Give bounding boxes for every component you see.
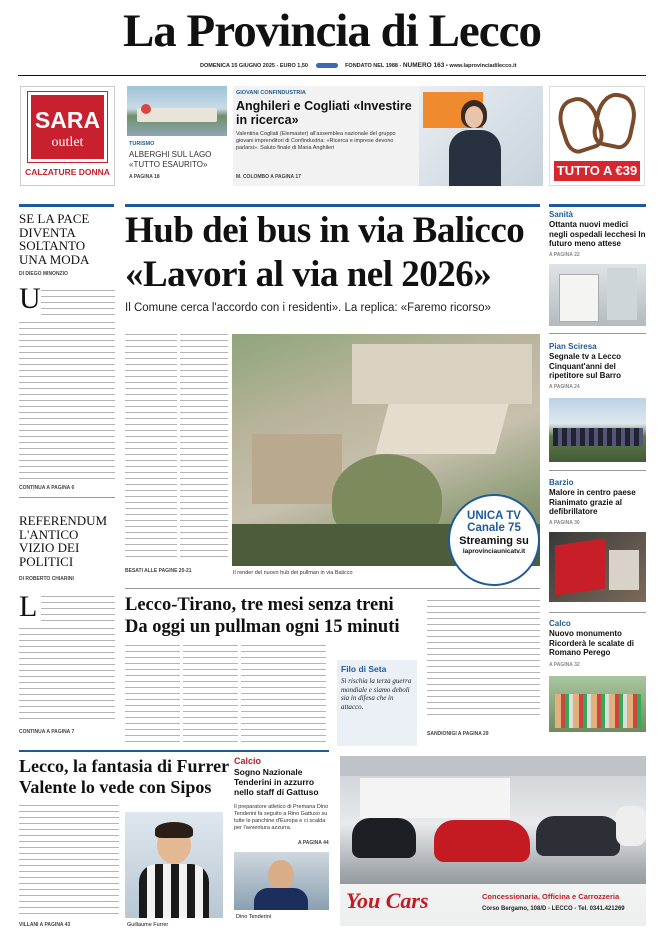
unica-tv-badge[interactable] (448, 494, 540, 586)
sidebar-s1-title[interactable]: Ottanta nuovi medici negli ospedali lecchesi In futuro meno attese (549, 220, 646, 249)
main-subhead: Il Comune cerca l'accordo con i residenti». La replica: «Faremo ricorso» (125, 302, 491, 314)
turismo-page: A PAGINA 18 (129, 174, 160, 180)
sandal-right (590, 89, 641, 151)
sidebar-s4-label: Calco (549, 619, 571, 628)
sidebar-s2-title[interactable]: Segnale tv a Lecco Cinquant'anni del ripetitore sul Barro (549, 352, 622, 381)
giovani-teaser[interactable] (233, 86, 543, 186)
sara-tag: CALZATURE DONNA (25, 167, 110, 177)
you-cars-address: Corso Bergamo, 108/D - LECCO - Tel. 0341.421269 (482, 906, 625, 912)
second-body-col1 (125, 645, 180, 745)
sidebar-s4-photo (549, 676, 646, 732)
second-body-col2 (183, 645, 238, 745)
main-headline-1[interactable]: Hub dei bus in via Balicco (125, 210, 525, 251)
masthead-info-bar: DOMENICA 15 GIUGNO 2025 - EURO 1,50 FONDATO NEL 1988 - NUMERO 163 • www.laprovinciadilecco.it (200, 62, 517, 69)
giovani-title: Anghileri e Cogliati «Investire in ricerca» (236, 99, 412, 127)
main-body-col1 (125, 334, 177, 562)
filo-title: Filo di Seta (341, 664, 387, 674)
sara-outlet-text: outlet (51, 135, 84, 150)
calcio-title[interactable]: Sogno Nazionale Tenderini in azzurro nello staff di Gattuso (234, 767, 319, 797)
sidebar-s3-label: Barzio (549, 478, 574, 487)
sandals-ad[interactable] (549, 86, 645, 186)
sidebar-s4-page: A PAGINA 32 (549, 662, 580, 668)
editorial2-more[interactable]: CONTINUA A PAGINA 7 (19, 729, 75, 735)
tv-badge-line2: Canale 75 (467, 522, 521, 534)
giovani-text: Valentina Cogliati (Elemaster) all'assemblea nazionale del gruppo giovani imprenditori di Confindustria: «Ricerca e imprese devono parlarsi». Saluto finale di Maria Anghileri (236, 131, 396, 151)
editorial2-dropcap: L (19, 590, 38, 623)
calcio-label: Calcio (234, 756, 262, 766)
car-grey (536, 816, 620, 856)
second-body-col3 (241, 645, 326, 745)
editorial1-more[interactable]: CONTINUA A PAGINA 6 (19, 485, 75, 491)
giovani-page: M. COLOMBO A PAGINA 17 (236, 174, 301, 180)
hub-photo-caption: Il render del nuovo hub dei pullman in via Balicco (233, 570, 353, 576)
editorial2-body-2 (19, 628, 115, 724)
calcio-page: A PAGINA 44 (298, 840, 329, 846)
you-cars-services: Concessionaria, Officina e Carrozzeria (482, 892, 620, 901)
sara-outlet-ad[interactable] (20, 86, 115, 186)
second-headline-2[interactable]: Da oggi un pullman ogni 15 minuti (125, 617, 400, 637)
editorial2-title[interactable]: REFERENDUM L'ANTICO VIZIO DEI POLITICI (19, 513, 108, 569)
sidebar-s2-photo (549, 398, 646, 462)
sidebar-s1-page: A PAGINA 22 (549, 252, 580, 258)
tv-badge-line1: UNICA TV (467, 510, 521, 522)
turismo-label: TURISMO (129, 141, 155, 147)
car-black (352, 818, 416, 858)
sidebar-s2-page: A PAGINA 24 (549, 384, 580, 390)
editorial1-body-2 (19, 322, 115, 480)
second-body-col4 (427, 600, 540, 720)
editorial1-dropcap: U (19, 282, 41, 315)
editorial1-title[interactable]: SE LA PACE DIVENTA SOLTANTO UNA MODA (19, 211, 90, 267)
filo-text: Si rischia la terza guerra mondiale e siamo deboli sia in difesa che in attacco. (341, 677, 412, 711)
masthead-title: La Provincia di Lecco (122, 5, 542, 57)
tv-badge-line4: laprovinciaunicatv.it (462, 548, 526, 555)
furrer-caption: Guillaume Furrer (127, 922, 169, 928)
sidebar-s1-photo (549, 264, 646, 326)
masthead-website[interactable]: www.laprovinciadilecco.it (449, 63, 517, 69)
sidebar-s3-photo (549, 532, 646, 602)
sidebar-s3-page: A PAGINA 30 (549, 520, 580, 526)
giovani-photo (419, 86, 543, 186)
calcio-photo (234, 852, 329, 910)
editorial2-body (41, 596, 115, 626)
tv-badge-line3: Streaming su (459, 535, 529, 547)
masthead-rule (18, 75, 646, 76)
editorial1-body (41, 290, 115, 320)
second-headline-1[interactable]: Lecco-Tirano, tre mesi senza treni (125, 595, 394, 615)
calcio-caption: Dino Tenderini (236, 914, 272, 920)
sidebar-s1-label: Sanità (549, 210, 574, 219)
sidebar-s3-title[interactable]: Malore in centro paese Rianimato grazie al defibrillatore (549, 488, 636, 517)
calcio-text: Il preparatore atletico di Premana Dino Tenderini fa seguito a Rino Gattuso su tutte le panchine d'Europa e ci scalda per l'avventura azzurra. (234, 804, 329, 831)
furrer-title[interactable]: Lecco, la fantasia di Furrer Valente lo vede con Sipos (19, 756, 229, 797)
masthead-date: DOMENICA 15 GIUGNO 2025 - EURO 1,50 (200, 63, 308, 69)
main-body-col2 (180, 334, 228, 562)
turismo-photo (127, 86, 227, 136)
sara-brand: SARA (34, 107, 101, 133)
car-white (616, 806, 646, 846)
furrer-byline: VILLANI A PAGINA 43 (19, 922, 71, 928)
editorial1-author: DI DIEGO MINONZIO (19, 271, 68, 277)
you-cars-ad[interactable] (340, 756, 646, 926)
main-byline: BESATI ALLE PAGINE 20-21 (125, 568, 192, 574)
second-byline: SANDIONIGI A PAGINA 29 (427, 731, 489, 737)
car-red (434, 820, 530, 862)
turismo-title[interactable]: ALBERGHI SUL LAGO «TUTTO ESAURITO» (129, 150, 212, 169)
sidebar-s2-label: Pian Sciresa (549, 342, 597, 351)
masthead-founded: FONDATO NEL 1988 - (345, 63, 402, 69)
furrer-photo (125, 812, 223, 918)
editorial2-author: DI ROBERTO CHIARINI (19, 576, 74, 582)
sandals-price: TUTTO A €39 (554, 161, 640, 181)
you-cars-brand: You Cars (346, 888, 429, 913)
masthead-number: NUMERO 163 (402, 62, 445, 69)
filo-di-seta-box (337, 660, 417, 746)
masthead-logo-icon (316, 63, 338, 68)
giovani-label: GIOVANI CONFINDUSTRIA (236, 90, 306, 96)
furrer-body (19, 805, 119, 917)
sidebar-s4-title[interactable]: Nuovo monumento Ricorderà le scalate di Romano Perego (549, 629, 634, 658)
main-headline-2[interactable]: «Lavori al via nel 2026» (125, 254, 492, 295)
